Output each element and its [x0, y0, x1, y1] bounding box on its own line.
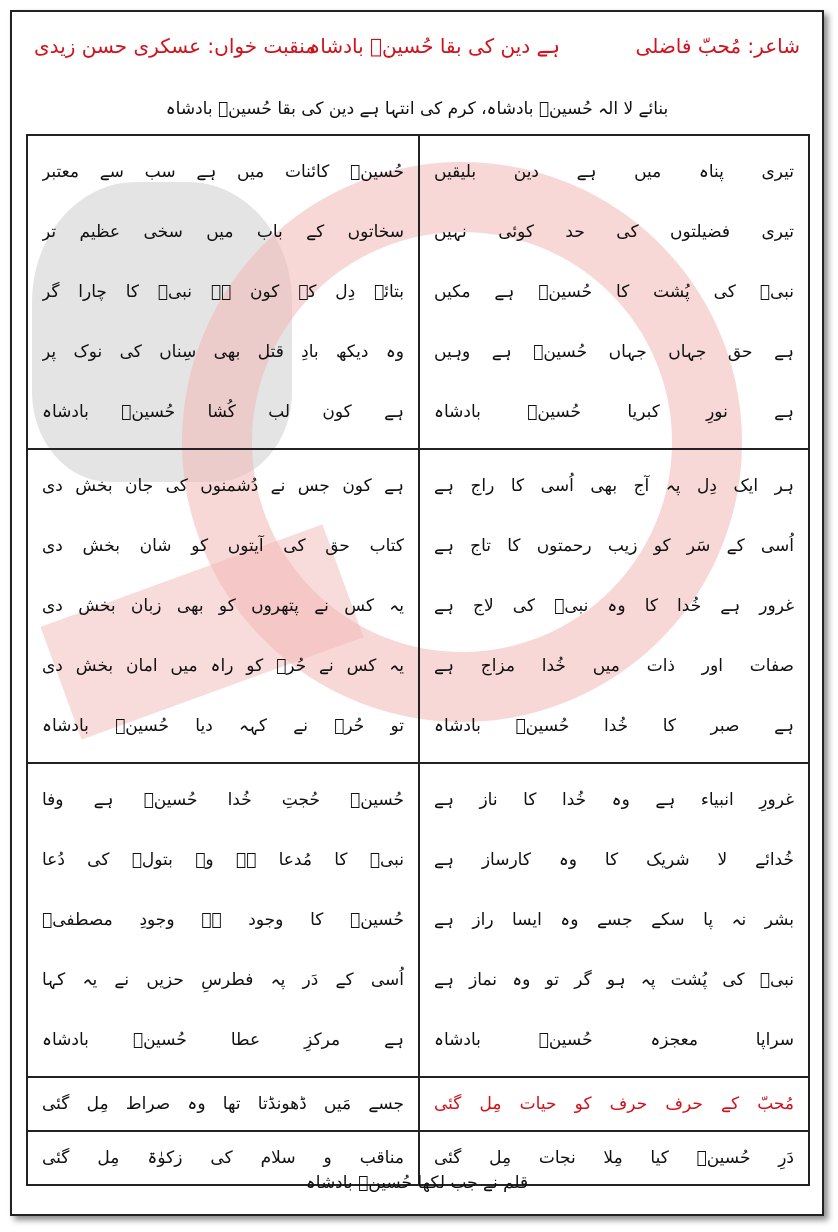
stanza-left-column [28, 450, 418, 762]
verse-line: ہے نورِ کبریا حُسینؑ بادشاہ [434, 402, 794, 422]
stanza-row [28, 1078, 808, 1132]
verse-line: ہے کون لب کُشا حُسینؑ بادشاہ [42, 402, 404, 422]
verse-line: تو حُرؑ نے کہہ دیا حُسینؑ بادشاہ [42, 716, 404, 736]
verse-line: بشر نہ پا سکے جسے وہ ایسا راز ہے [434, 910, 794, 930]
stanza-right-column [418, 1078, 808, 1130]
stanza-row [28, 764, 808, 1078]
stanza-left-column [28, 1078, 418, 1130]
poem-title: ہے دین کی بقا حُسینؑ بادشاہ [308, 34, 560, 58]
stanza-left-column [28, 136, 418, 448]
verse-line: ہر ایک دِل پہ آج بھی اُسی کا راج ہے [434, 476, 794, 496]
stanza-right-column [418, 136, 808, 448]
verse-line: ہے صبر کا خُدا حُسینؑ بادشاہ [434, 716, 794, 736]
verse-line: یہ کس نے حُرؑ کو راہ میں امان بخش دی [42, 656, 404, 676]
verse-line: مُحبّ کے حرف حرف کو حیات مِل گئی [434, 1094, 794, 1114]
verse-line: کتاب حق کی آیتوں کو شان بخش دی [42, 536, 404, 556]
header [24, 20, 810, 80]
verse-line: مناقب و سلام کی زکوٰۃ مِل گئی [42, 1148, 404, 1168]
verse-line: ہے حق جہاں جہاں حُسینؑ ہے وہیں [434, 342, 794, 362]
stanza-left-column [28, 764, 418, 1076]
verse-line: نبیؐ کی پُشت کا حُسینؑ ہے مکیں [434, 282, 794, 302]
verse-line: سراپا معجزہ حُسینؑ بادشاہ [434, 1030, 794, 1050]
stanza-row [28, 136, 808, 450]
verse-line: حُسینؑ حُجتِ خُدا حُسینؑ ہے وفا [42, 790, 404, 810]
verse-line: غرور ہے خُدا کا وہ نبیؐ کی لاج ہے [434, 596, 794, 616]
verse-line: صفات اور ذات میں خُدا مزاج ہے [434, 656, 794, 676]
verse-line: سخاتوں کے باب میں سخی عظیم تر [42, 222, 404, 242]
verse-line: یہ کس نے پتھروں کو بھی زبان بخش دی [42, 596, 404, 616]
closing-line: قلم نے جب لکھا حُسینؑ بادشاہ [305, 1173, 529, 1193]
verse-line: دَرِ حُسینؑ کیا مِلا نجات مِل گئی [434, 1148, 794, 1168]
poet-name: شاعر: مُحبّ فاضلی [635, 34, 800, 58]
verse-line: تیری فضیلتوں کی حد کوئی نہیں [434, 222, 794, 242]
verse-line: بتائے دِل کے کون ہے نبیؐ کا چارا گر [42, 282, 404, 302]
verse-line: حُسینؑ کائنات میں ہے سب سے معتبر [42, 162, 404, 182]
verse-line: اُسی کے سَر کو زیب رحمتوں کا تاج ہے [434, 536, 794, 556]
verse-line: خُدائے لا شریک کا وہ کارساز ہے [434, 850, 794, 870]
stanza-table [26, 134, 810, 1186]
reciter-name: منقبت خواں: عسکری حسن زیدی [34, 34, 316, 58]
verse-line: غرورِ انبیاء ہے وہ خُدا کا ناز ہے [434, 790, 794, 810]
stanza-row [28, 450, 808, 764]
verse-line: ہے مرکزِ عطا حُسینؑ بادشاہ [42, 1030, 404, 1050]
stanza-right-column [418, 764, 808, 1076]
verse-line: تیری پناہ میں ہے دین بلیقیں [434, 162, 794, 182]
verse-line: وہ دیکھ بادِ قتل بھی سِناں کی نوک پر [42, 342, 404, 362]
lyrics-sheet [10, 10, 824, 1216]
verse-line: جسے مَیں ڈھونڈتا تھا وہ صراط مِل گئی [42, 1094, 404, 1114]
stanza-right-column [418, 450, 808, 762]
verse-line: اُسی کے دَر پہ فطرسِ حزیں نے یہ کہا [42, 970, 404, 990]
verse-line: نبیؐ کا مُدعا ہے وہ بتولؑ کی دُعا [42, 850, 404, 870]
verse-line: حُسینؑ کا وجود ہے وجودِ مصطفیؐ [42, 910, 404, 930]
verse-line: ہے کون جس نے دُشمنوں کی جان بخش دی [42, 476, 404, 496]
verse-line: نبیؐ کی پُشت پہ ہو گر تو وہ نماز ہے [434, 970, 794, 990]
tagline: بنائے لا الہ حُسینؑ بادشاہ، کرم کی انتہا ہے دین کی بقا حُسینؑ بادشاہ [165, 99, 669, 119]
